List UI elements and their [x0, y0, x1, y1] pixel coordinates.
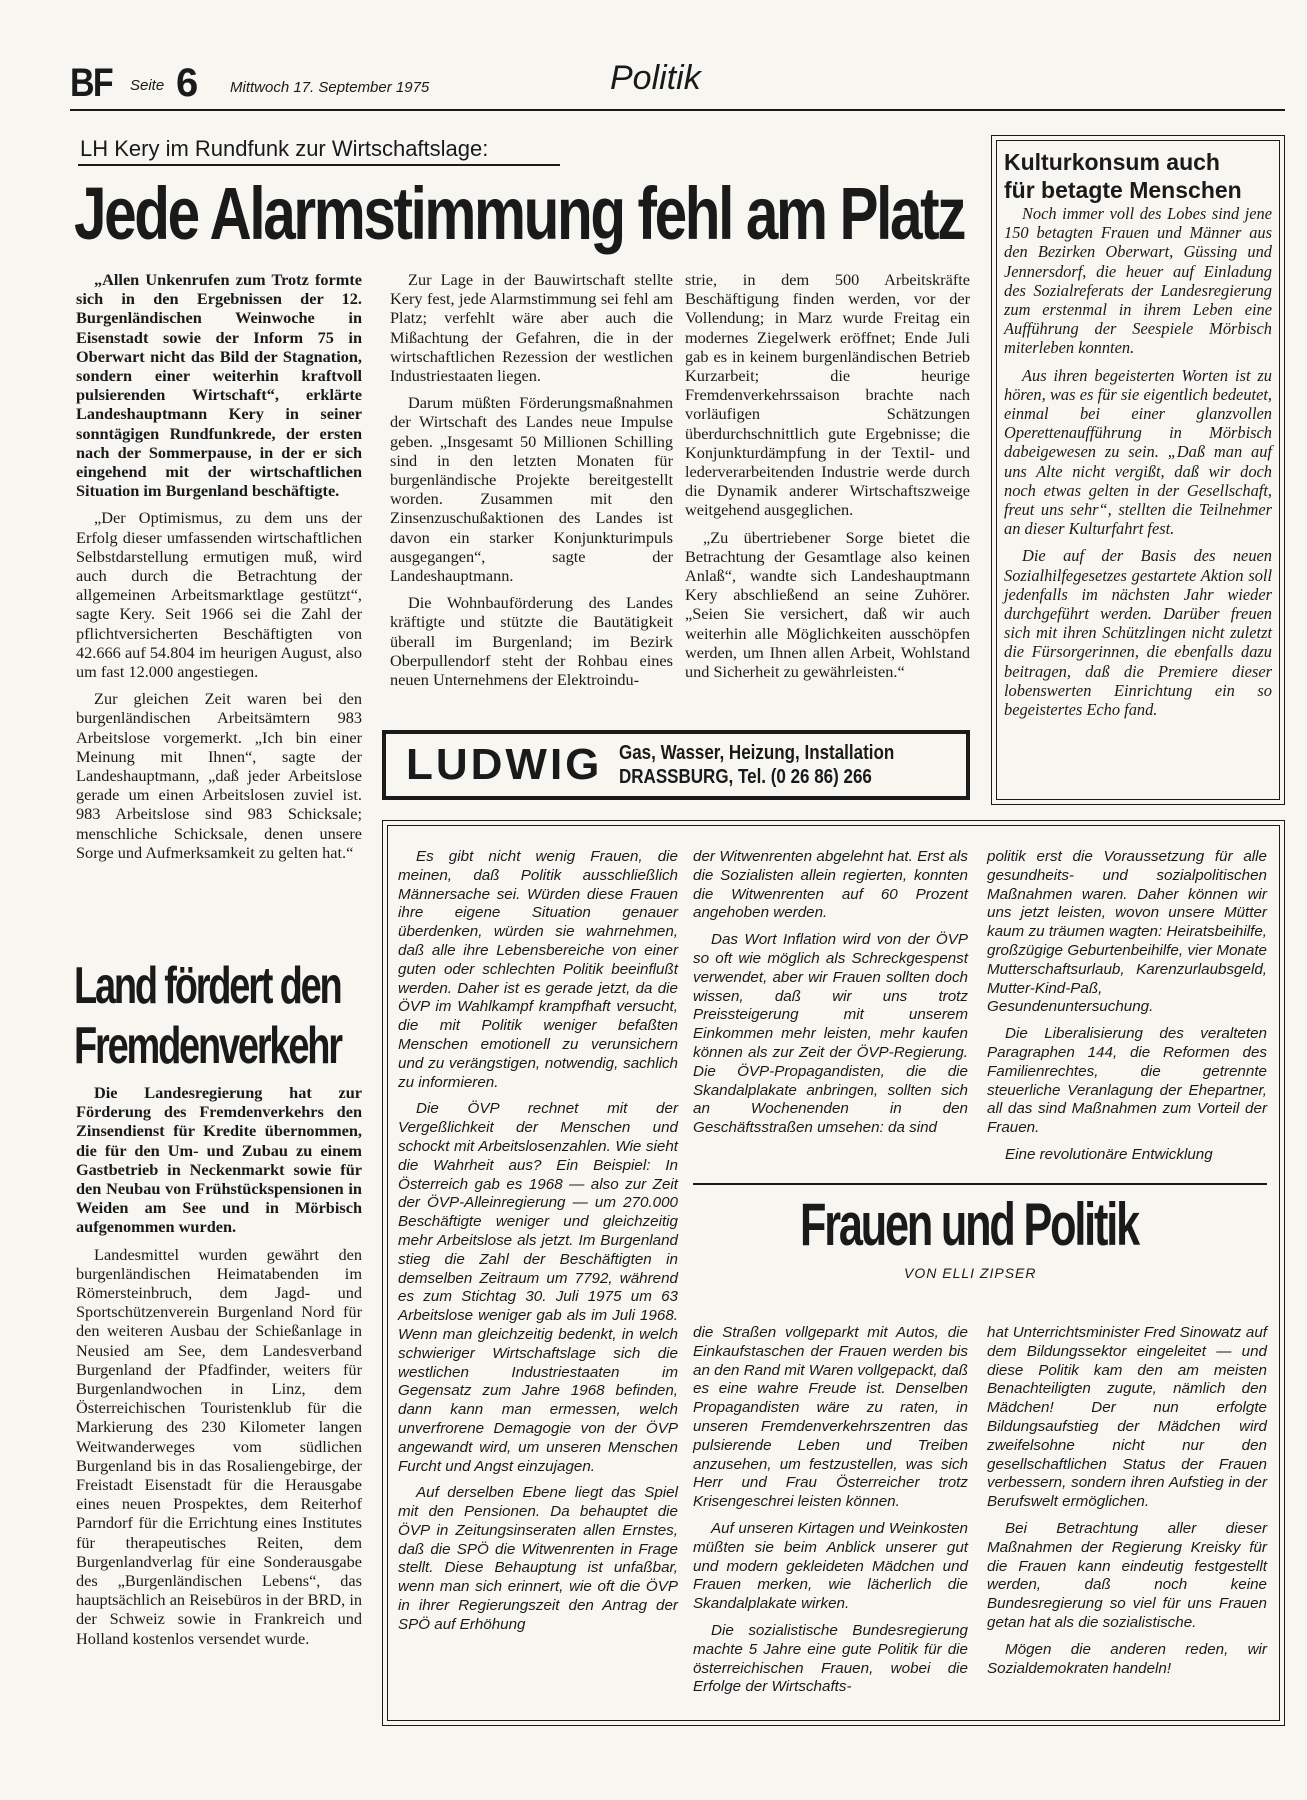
paragraph: „Der Optimismus, zu dem uns der Erfolg dieser umfassenden wirtschaftlichen Selbstdarstellung ermutigen muß, wird auch durch die Betrachtung der allgemeinen Arbeitsmarktlage gestützt“, sagte Kery. Seit 1966 sei die Zahl der pflichtversicherten Beschäftigten von 42.666 auf 54.804 im heurigen August, also um fast 12.000 angestiegen.: [76, 508, 362, 682]
paragraph: Mögen die anderen reden, wir Sozialdemokraten handeln!: [987, 1640, 1267, 1677]
paragraph: Die ÖVP rechnet mit der Vergeßlichkeit der Menschen und schockt mit Arbeitslosenzahlen. Wie sieht die Wahrheit aus? Ein Beispiel: In Österreich gab es 1968 — also zur Zeit der ÖVP-Alleinregierung — um 270.000 Beschäftigte weniger und gleichzeitig mehr Arbeitslose als jetzt. Im Burgenland stieg die Zahl der Beschäftigten in demselben Zeitraum um 7792, während es zum Stichtag 30. Juli 1975 um 63 Arbeitslose weniger gab als im Juli 1968. Wenn man gleichzeitig bedenkt, in welch schwieriger Wirtschaftslage sich die westlichen Industriestaaten im Gegensatz zum Jahre 1968 befinden, dann kann man ermessen, welch unverfrorene Demagogie von der ÖVP angewandt wird, um unseren Menschen Furcht und Angst einzujagen.: [398, 1100, 678, 1475]
women-byline: VON ELLI ZIPSER: [904, 1265, 1037, 1281]
kicker-underline: [78, 164, 560, 166]
paragraph: die Straßen vollgeparkt mit Autos, die Einkaufstaschen der Frauen werden bis an den Rand mit Waren vollgepackt, daß es eine wahre Freude ist. Denselben Propagandisten wäre zu raten, in unseren Fremdenverkehrszentren das pulsierende Leben und Treiben anzusehen, um festzustellen, was sich Herr und Frau Österreicher trotz Krisengeschrei leisten können.: [693, 1324, 968, 1511]
main-headline: Jede Alarmstimmung fehl am Platz: [74, 172, 965, 255]
main-lead-paragraph: „Allen Unkenrufen zum Trotz formte sich in den Ergebnissen der 12. Burgenländischen Weinwoche in Eisenstadt sowie der Inform 75 in Oberwart nicht das Bild der Stagnation, sondern einer weiterhin kraftvoll pulsierenden Wirtschaft“, erklärte Landeshauptmann Kery in seiner sonntägigen Rundfunkrede, der ersten nach der Sommerpause, in der er sich eingehend mit der wirtschaftlichen Situation im Burgenland beschäftigte.: [76, 270, 362, 501]
culture-title: [1004, 148, 1242, 204]
newspaper-logo: BF: [70, 61, 112, 105]
paragraph: der Witwenrenten abgelehnt hat. Erst als die Sozialisten allein regierten, konnten die Witwenrenten auf 60 Prozent angehoben werden.: [693, 848, 968, 922]
ludwig-ad: [382, 730, 970, 800]
culture-title-line1: Kulturkonsum auch: [1004, 149, 1220, 175]
paragraph: Bei Betrachtung aller dieser Maßnahmen der Regierung Kreisky für die Frauen kann eindeutig festgestellt werden, daß noch keine Bundesregierung so viel für uns Frauen getan hat als die sozialistische.: [987, 1519, 1267, 1631]
issue-date: Mittwoch 17. September 1975: [230, 79, 430, 96]
article-kicker: LH Kery im Rundfunk zur Wirtschaftslage:: [80, 136, 489, 161]
paragraph: Eine revolutionäre Entwicklung: [1005, 1145, 1213, 1163]
paragraph: „Zu übertriebener Sorge bietet die Betrachtung der Gesamtlage also keinen Anlaß“, wandte sich Landeshauptmann Kery abschließend an seine Zuhörer. „Seien Sie versichert, daß wir auch weiterhin alle Möglichkeiten ausschöpfen werden, um Ihnen allen Arbeit, Wohlstand und Sicherheit zu gewährleisten.“: [685, 527, 970, 682]
paragraph: Auf unseren Kirtagen und Weinkosten müßten sie beim Anblick unserer gut und modern gekleideten Mädchen und Frauen merken, wie lächerlich die Skandalplakate wirken.: [693, 1519, 968, 1613]
ad-services: Gas, Wasser, Heizung, Installation: [619, 742, 895, 764]
women-col3-bottom: [987, 1324, 1267, 1678]
main-article-col2: [390, 270, 673, 689]
culture-body: [1004, 204, 1272, 719]
masthead: [70, 55, 1285, 113]
tourism-headline-line1: Land fördert den: [74, 957, 341, 1015]
paragraph: Darum müßten Förderungsmaßnahmen der Wirtschaft des Landes neue Impulse geben. „Insgesamt 50 Millionen Schilling sind in den letzten Monaten für burgenländische Projekte bereitgestellt worden. Zusammen mit den Zinsenzuschußaktionen des Landes ist davon ein starker Konjunkturimpuls ausgegangen“, sagte der Landeshauptmann.: [390, 393, 673, 586]
paragraph: Die sozialistische Bundesregierung machte 5 Jahre eine gute Politik für die österreichischen Frauen, wobei die Erfolge der Wirtschafts-: [693, 1621, 968, 1696]
ad-contact: DRASSBURG, Tel. (0 26 86) 266: [619, 766, 872, 788]
paragraph: politik erst die Voraussetzung für alle gesundheits- und sozialpolitischen Maßnahmen waren. Daher können wir uns jetzt leisten, wovon unsere Mütter kaum zu träumen wagten: Heiratsbeihilfe, großzügige Geburtenbeihilfe, vier Monate Mutterschaftsurlaub, Karenzurlaubsgeld, Mutter-Kind-Paß, Gesundenuntersuchung.: [987, 848, 1267, 1016]
women-headline-rule: [693, 1183, 1267, 1185]
paragraph: Landesmittel wurden gewährt den burgenländischen Heimatabenden im Römersteinbruch, dem Jagd- und Sportschützenverein Burgenland Nord für den weiteren Ausbau der Schießanlage in Neusied am See, dem Landesverband Burgenland der Pfadfinder, weiters für Burgenlandwochen in Linz, dem Österreichischen Touristenklub für die Markierung des 230 Kilometer langen Weitwanderweges vom südlichen Burgenland bis in das Rosaliengebirge, der Freistadt Eisenstadt für die Herausgabe eines neuen Prospektes, dem Reiterhof Parndorf für die Errichtung eines Institutes für therapeutisches Reiten, dem Burgenlandverlag für eine Sonderausgabe des „Burgenländischen Lebens“, das hauptsächlich an Reisebüros in der BRD, in der Schweiz sowie in Frankreich und Holland kostenlos versendet wurde.: [76, 1244, 362, 1648]
paragraph: Noch immer voll des Lobes sind jene 150 betagten Frauen und Männer aus den Bezirken Oberwart, Güssing und Jennersdorf, die heuer auf Einladung des Sozialreferats der Landesregierung zum erstenmal in ihrem Leben eine Aufführung der Seespiele Mörbisch miterleben konnten.: [1004, 204, 1272, 358]
paragraph: Das Wort Inflation wird von der ÖVP so oft wie möglich als Schreckgespenst verwendet, aber wir Frauen sollten doch wissen, daß wir uns trotz Preissteigerung mit unserem Einkommen mehr leisten, mehr kaufen können als zur Zeit der ÖVP-Regierung. Die ÖVP-Propagandisten, die die Skandalplakate anbringen, sollten sich an Wochenenden in den Geschäftsstraßen umsehen: da sind: [693, 931, 968, 1137]
main-article-col3: [685, 270, 970, 681]
tourism-lead: Die Landesregierung hat zur Förderung des Fremdenverkehrs den Zinsendienst für Kredite übernommen, die für den Um- und Zubau zu einem Gastbetrieb in Neckenmarkt sowie für den Neubau von Frühstückspensionen in Weiden am See und in Mörbisch aufgenommen wurden.: [76, 1083, 362, 1237]
main-article-col1: [76, 270, 362, 862]
women-col1: [398, 848, 678, 1635]
page-label: Seite: [130, 77, 165, 94]
tourism-headline-line2: Fremdenverkehr: [74, 1017, 341, 1075]
paragraph: Die Wohnbauförderung des Landes kräftigte und stützte die Bautätigkeit überall im Burgenland; im Bezirk Oberpullendorf steht der Rohbau eines neuen Unternehmens der Elektroindu-: [390, 593, 673, 690]
culture-title-line2: für betagte Menschen: [1004, 177, 1242, 203]
paragraph: Aus ihren begeisterten Worten ist zu hören, was es für sie eigentlich bedeutet, einmal bei einer glanzvollen Operettenaufführung in Mörbisch dabeigewesen zu sein. „Daß man auf uns Alte nicht vergißt, daß wir doch noch etwas gelten in der Gesellschaft, freut uns sehr“, stellten die Teilnehmer an dieser Kulturfahrt fest.: [1004, 365, 1272, 539]
section-title: Politik: [610, 59, 701, 97]
ad-company-name: LUDWIG: [406, 740, 603, 789]
women-headline: Frauen und Politik: [800, 1191, 1138, 1258]
women-col2-bottom: [693, 1324, 968, 1697]
women-col3-top: [987, 848, 1267, 1165]
paragraph: Zur gleichen Zeit waren bei den burgenländischen Arbeitsämtern 983 Arbeitslose vorgemerkt. „Ich bin einer Meinung mit Ihnen“, sagte der Landeshauptmann, „daß jeder Arbeitslose gerade um einen Arbeitslosen zuviel ist. 983 Arbeitslose sind 983 Schicksale; menschliche Schicksale, denen unsere Sorge und Aufmerksamkeit zu gelten hat.“: [76, 689, 362, 862]
women-col2-top: [693, 848, 968, 1138]
paragraph: hat Unterrichtsminister Fred Sinowatz auf dem Bildungssektor eingeleitet — und diese Politik kam den am meisten Benachteiligten zugute, nämlich den Mädchen! Der nun erfolgte Bildungsaufstieg der Mädchen wird zweifelsohne nicht nur den gesellschaftlichen Status der Frauen verbessern, sondern ihren Aufstieg in der Berufswelt ermöglichen.: [987, 1324, 1267, 1511]
tourism-headline: [74, 956, 341, 1076]
paragraph: Auf derselben Ebene liegt das Spiel mit den Pensionen. Da behauptet die ÖVP in Zeitungsinseraten allen Ernstes, daß die SPÖ die Witwenrenten in Frage stellt. Diese Behauptung ist unfaßbar, wenn man sich erinnert, wie oft die ÖVP in ihrer Regierungszeit den Antrag der SPÖ auf Erhöhung: [398, 1484, 678, 1633]
paragraph: Die auf der Basis des neuen Sozialhilfegesetzes gestartete Aktion soll jedenfalls im nächsten Jahr wieder durchgeführt werden. Darüber freuen sich mit ihren Schützlingen nicht zuletzt die Fürsorgerinnen, die ebenfalls dazu beitragen, daß die Premiere dieser lobenswerten Einrichtung ein so begeistertes Echo fand.: [1004, 546, 1272, 720]
paragraph: Zur Lage in der Bauwirtschaft stellte Kery fest, jede Alarmstimmung sei fehl am Platz; verfehlt wäre aber auch die Mißachtung der Gefahren, die in der wirtschaftlichen Rezession der westlichen Industriestaaten liegen.: [390, 270, 673, 386]
tourism-article-body: [76, 1083, 362, 1648]
paragraph: Es gibt nicht wenig Frauen, die meinen, daß Politik ausschließlich Männersache sei. Würden diese Frauen ihre eigene Situation genauer überdenken, würden sie wahrnehmen, daß alle ihre Lebensbereiche von einer guten oder schlechten Politik beeinflußt werden. Daher ist es gerade jetzt, da die ÖVP im Wahlkampf krampfhaft versucht, die mit Politik weniger befaßten Menschen emotionell zu verunsichern und zu verängstigen, notwendig, sachlich zu informieren.: [398, 848, 678, 1091]
header-rule: [70, 109, 1285, 111]
paragraph: Die Liberalisierung des veralteten Paragraphen 144, die Reformen des Familienrechtes, die getrennte steuerliche Veranlagung der Ehepartner, all das sind Maßnahmen zum Vorteil der Frauen.: [987, 1025, 1267, 1137]
page-number: 6: [176, 61, 199, 105]
paragraph: strie, in dem 500 Arbeitskräfte Beschäftigung finden werden, vor der Vollendung; in Marz wurde Freitag ein modernes Ziegelwerk eröffnet; Ende Juli gab es in keinem burgenländischen Betrieb Kurzarbeit; die heurige Fremdenverkehrssaison brachte nach vorläufigen Schätzungen überdurchschnittlich gute Ergebnisse; die Konjunkturdämpfung in der Textil- und lederverarbeitenden Industrie werde durch die Dynamik anderer Wirtschaftszweige weitgehend ausgeglichen.: [685, 270, 970, 520]
